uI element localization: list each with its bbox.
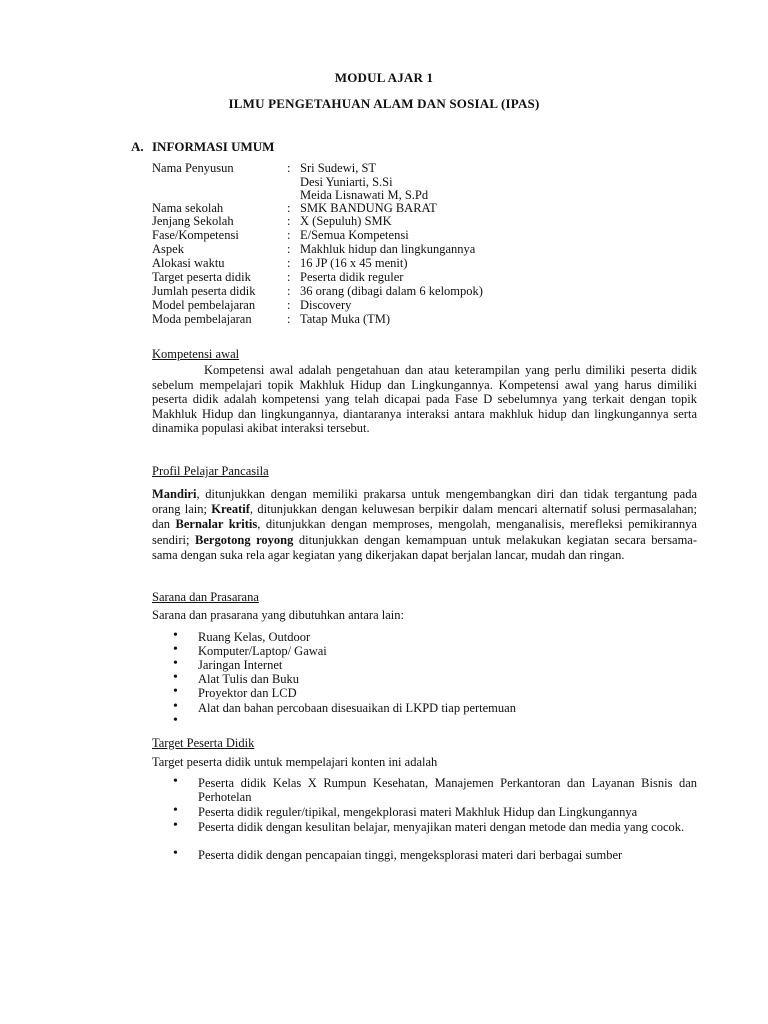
info-label: Fase/Kompetensi [152,228,239,242]
info-value: X (Sepuluh) SMK [300,214,392,228]
list-item: Alat Tulis dan Buku [198,672,300,686]
info-label: Aspek [152,242,184,256]
info-value: 16 JP (16 x 45 menit) [300,256,408,270]
term-bernalar-kritis: Bernalar kritis [175,517,258,532]
profil-paragraph: Mandiri, ditunjukkan dengan memiliki prakarsa untuk mengembangkan diri dan tidak tergantung pada orang lain; Kreatif, ditunjukkan dengan keluwesan berpikir dalam mencari alternatif solusi permasalahan; dan Bernalar kritis, ditunjukkan dengan memproses, mengolah, menganalisis, merefleksi pemikirannya sendiri; Bergotong royong ditunjukkan dengan kemampuan untuk melakukan kegiatan secara bersama-sama dengan suka rela agar kegiatan yang dikerjakan dapat berjalan lancar, mudah dan ringan. [152,487,698,562]
info-colon: : [287,298,291,312]
kompetensi-awal-paragraph: Kompetensi awal adalah pengetahuan dan atau keterampilan yang perlu dimiliki peserta didik sebelum mempelajari topik Makhluk Hidup dan Lingkungannya. Kompetensi awal yang harus dimiliki peserta didik adalah kompetensi yang telah dicapai pada Fase D sebelumnya yang terkait dengan topik Makhluk Hidup dan lingkungannya, diantaranya interaksi antara makhluk hidup dan lingkungannya serta dinamika populasi akibat interaksi tersebut. [152,363,697,435]
list-item: Jaringan Internet [198,658,283,672]
info-value: Desi Yuniarti, S.Si [300,175,393,189]
info-colon: : [287,270,291,284]
target-intro: Target peserta didik untuk mempelajari konten ini adalah [152,755,438,769]
target-heading: Target Peserta Didik [152,736,255,750]
list-item: Peserta didik dengan pencapaian tinggi, mengeksplorasi materi dari berbagai sumber [198,848,623,862]
info-colon: : [287,256,291,270]
sarana-intro: Sarana dan prasarana yang dibutuhkan antara lain: [152,608,404,622]
info-value: E/Semua Kompetensi [300,228,409,242]
info-value: Makhluk hidup dan lingkungannya [300,242,476,256]
info-value: Meida Lisnawati M, S.Pd [300,188,429,202]
list-item: Ruang Kelas, Outdoor [198,630,311,644]
info-value: Discovery [300,298,352,312]
info-colon: : [287,284,291,298]
info-colon: : [287,228,291,242]
kompetensi-awal-heading: Kompetensi awal [152,347,240,361]
bullet: • [173,846,178,861]
profil-heading: Profil Pelajar Pancasila [152,464,269,478]
list-item: Proyektor dan LCD [198,686,297,700]
bullet: • [173,818,178,833]
info-colon: : [287,214,291,228]
info-colon: : [287,201,291,215]
list-item: Komputer/Laptop/ Gawai [198,644,327,658]
bullet: • [173,699,178,714]
list-item: Peserta didik Kelas X Rumpun Kesehatan, Manajemen Perkantoran dan Layanan Bisnis dan Perhotelan [198,776,697,804]
info-value: SMK BANDUNG BARAT [300,201,437,215]
info-label: Nama Penyusun [152,161,234,175]
info-value: Tatap Muka (TM) [300,312,391,326]
list-item: Alat dan bahan percobaan disesuaikan di LKPD tiap pertemuan [198,701,516,715]
info-value: Peserta didik reguler [300,270,404,284]
info-label: Target peserta didik [152,270,251,284]
bullet: • [173,656,178,671]
info-label: Jenjang Sekolah [152,214,234,228]
list-item: Peserta didik reguler/tipikal, mengekplorasi materi Makhluk Hidup dan Lingkungannya [198,805,638,819]
bullet: • [173,670,178,685]
info-colon: : [287,312,291,326]
info-label: Alokasi waktu [152,256,225,270]
document-title: MODUL AJAR 1 [334,70,434,85]
info-value: 36 orang (dibagi dalam 6 kelompok) [300,284,483,298]
info-colon: : [287,161,291,175]
term-bergotong-royong: Bergotong royong [195,532,294,547]
sarana-heading: Sarana dan Prasarana [152,590,259,604]
bullet: • [173,774,178,789]
info-label: Model pembelajaran [152,298,256,312]
info-label: Nama sekolah [152,201,224,215]
bullet: • [173,803,178,818]
bullet: • [173,684,178,699]
info-colon: : [287,242,291,256]
info-label: Jumlah peserta didik [152,284,256,298]
term-kreatif: Kreatif [211,502,250,517]
section-marker: A. [131,139,144,154]
document-subtitle: ILMU PENGETAHUAN ALAM DAN SOSIAL (IPAS) [228,96,540,111]
term-mandiri: Mandiri [152,487,197,501]
info-value: Sri Sudewi, ST [300,161,377,175]
bullet: • [173,628,178,643]
info-label: Moda pembelajaran [152,312,252,326]
bullet: • [173,642,178,657]
list-item: Peserta didik dengan kesulitan belajar, menyajikan materi dengan metode dan media yang cocok. [198,820,685,834]
bullet: • [173,713,178,728]
section-heading: INFORMASI UMUM [152,139,275,154]
